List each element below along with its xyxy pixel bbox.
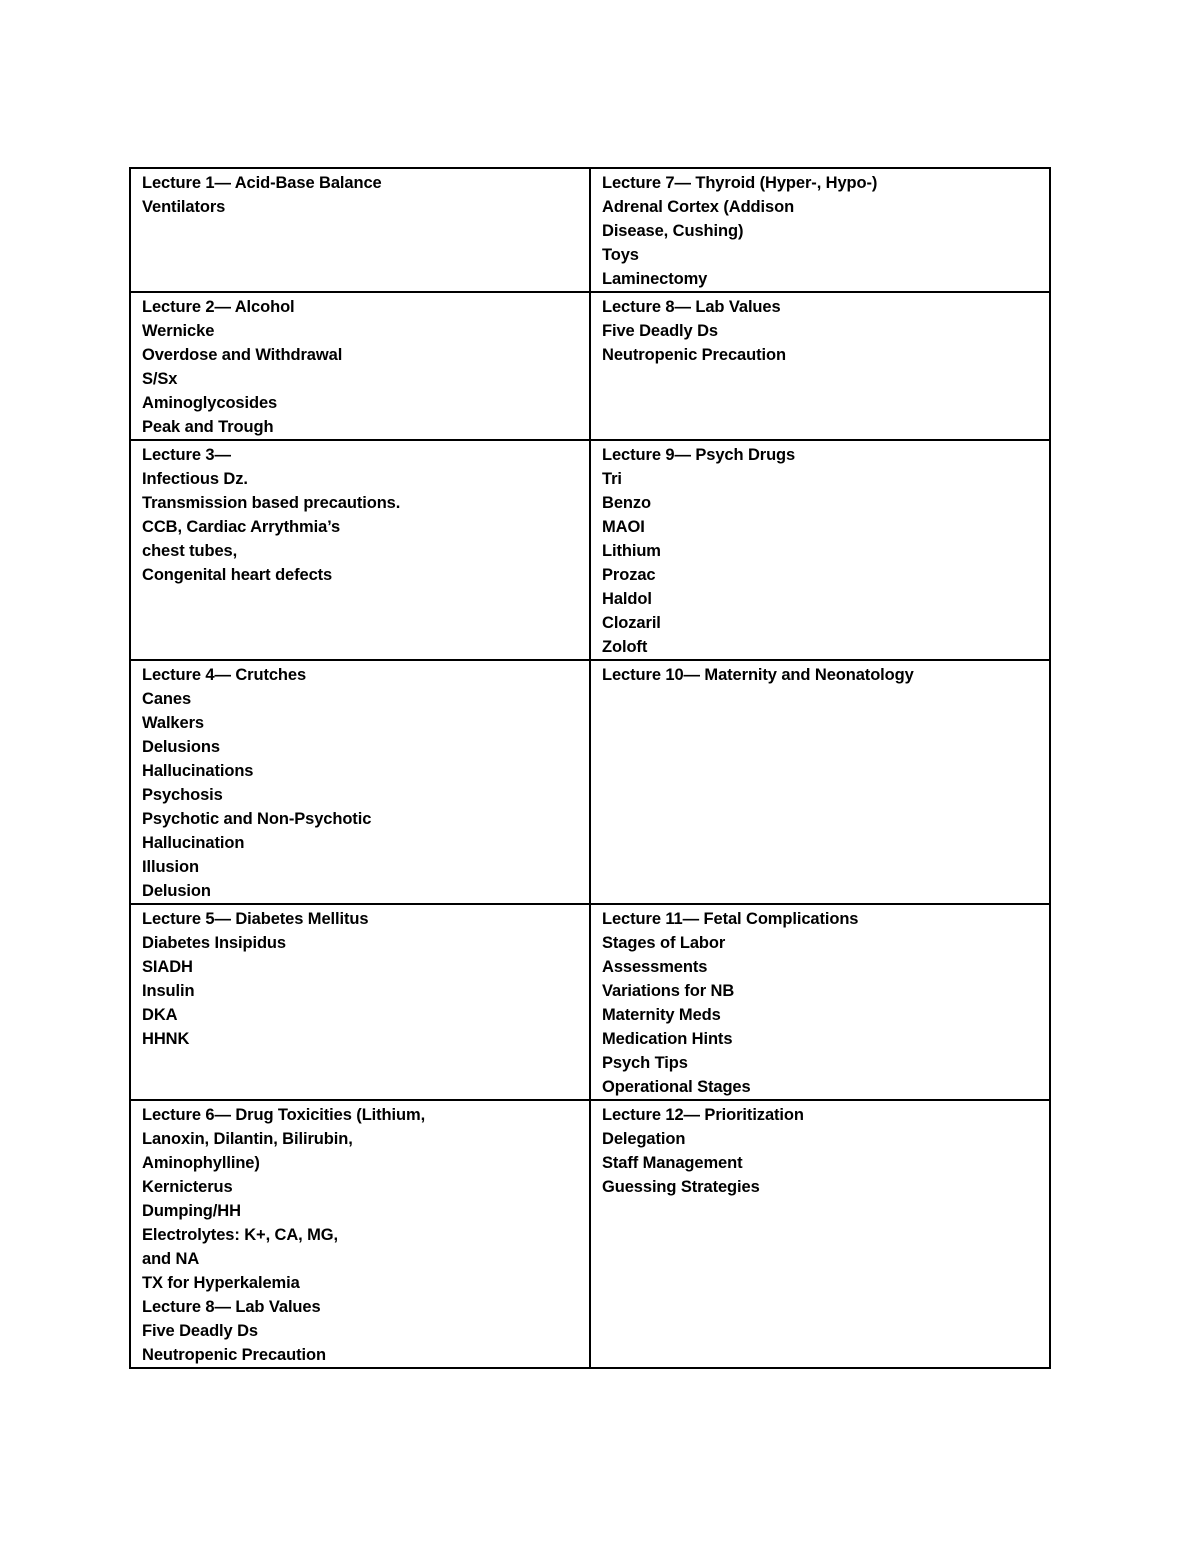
lecture-cell-left [130, 292, 590, 440]
topic-item: and NA [142, 1250, 200, 1268]
topic-item: Guessing Strategies [602, 1178, 760, 1196]
topic-item: Delusions [142, 738, 220, 756]
lecture-heading: Lecture 7— Thyroid (Hyper-, Hypo-) [602, 174, 878, 192]
topic-item: Adrenal Cortex (Addison [602, 198, 795, 216]
topic-item: Medication Hints [602, 1030, 733, 1048]
topic-item: Delegation [602, 1130, 686, 1148]
lecture-cell-left [130, 1100, 590, 1368]
topic-item: S/Sx [142, 370, 178, 388]
lecture-heading: Lecture 9— Psych Drugs [602, 446, 796, 464]
topic-item: Variations for NB [602, 982, 735, 1000]
table-row [130, 168, 1050, 292]
topic-item: Lecture 8— Lab Values [142, 1298, 321, 1316]
topic-item: TX for Hyperkalemia [142, 1274, 300, 1292]
topic-item: Psych Tips [602, 1054, 688, 1072]
lecture-cell-right [590, 168, 1050, 292]
lecture-heading: Lecture 8— Lab Values [602, 298, 781, 316]
topic-item: Five Deadly Ds [142, 1322, 258, 1340]
lecture-heading: Lecture 10— Maternity and Neonatology [602, 666, 914, 684]
topic-item: Illusion [142, 858, 199, 876]
topic-item: Kernicterus [142, 1178, 233, 1196]
topic-item: Wernicke [142, 322, 215, 340]
topic-item: Peak and Trough [142, 418, 274, 436]
topic-item: Aminophylline) [142, 1154, 260, 1172]
topic-item: Lanoxin, Dilantin, Bilirubin, [142, 1130, 353, 1148]
topic-item: Hallucinations [142, 762, 254, 780]
topic-item: DKA [142, 1006, 178, 1024]
lecture-cell-right [590, 292, 1050, 440]
table-row [130, 660, 1050, 904]
topic-item: HHNK [142, 1030, 190, 1048]
topic-item: Congenital heart defects [142, 566, 333, 584]
lecture-table [129, 167, 1051, 1369]
topic-item: CCB, Cardiac Arrythmia’s [142, 518, 341, 536]
topic-item: Ventilators [142, 198, 226, 216]
topic-item: MAOI [602, 518, 645, 536]
topic-item: Transmission based precautions. [142, 494, 401, 512]
topic-item: Lithium [602, 542, 661, 560]
topic-item: Insulin [142, 982, 195, 1000]
topic-item: Maternity Meds [602, 1006, 721, 1024]
topic-item: Infectious Dz. [142, 470, 248, 488]
topic-item: Neutropenic Precaution [142, 1346, 326, 1364]
topic-item: Toys [602, 246, 639, 264]
topic-item: Haldol [602, 590, 652, 608]
topic-item: chest tubes, [142, 542, 238, 560]
topic-item: Canes [142, 690, 192, 708]
lecture-heading: Lecture 11— Fetal Complications [602, 910, 859, 928]
topic-item: Overdose and Withdrawal [142, 346, 343, 364]
topic-item: SIADH [142, 958, 193, 976]
topic-item: Five Deadly Ds [602, 322, 718, 340]
topic-item: Diabetes Insipidus [142, 934, 286, 952]
table-row [130, 1100, 1050, 1368]
lecture-cell-right [590, 1100, 1050, 1368]
lecture-table-body [130, 168, 1050, 1368]
topic-item: Operational Stages [602, 1078, 751, 1096]
lecture-heading: Lecture 3— [142, 446, 231, 464]
topic-item: Psychotic and Non-Psychotic [142, 810, 372, 828]
topic-item: Laminectomy [602, 270, 708, 288]
topic-item: Psychosis [142, 786, 223, 804]
topic-item: Electrolytes: K+, CA, MG, [142, 1226, 339, 1244]
lecture-heading: Lecture 2— Alcohol [142, 298, 295, 316]
lecture-cell-right [590, 440, 1050, 660]
lecture-cell-left [130, 660, 590, 904]
topic-item: Clozaril [602, 614, 661, 632]
lecture-heading: Lecture 12— Prioritization [602, 1106, 804, 1124]
lecture-heading: Lecture 5— Diabetes Mellitus [142, 910, 369, 928]
topic-item: Stages of Labor [602, 934, 726, 952]
topic-item: Staff Management [602, 1154, 743, 1172]
topic-item: Benzo [602, 494, 652, 512]
topic-item: Prozac [602, 566, 656, 584]
topic-item: Neutropenic Precaution [602, 346, 786, 364]
topic-item: Zoloft [602, 638, 648, 656]
table-row [130, 292, 1050, 440]
lecture-cell-left [130, 904, 590, 1100]
topic-item: Tri [602, 470, 622, 488]
topic-item: Delusion [142, 882, 211, 900]
lecture-cell-left [130, 440, 590, 660]
topic-item: Dumping/HH [142, 1202, 241, 1220]
topic-item: Disease, Cushing) [602, 222, 744, 240]
lecture-cell-left [130, 168, 590, 292]
topic-item: Aminoglycosides [142, 394, 278, 412]
lecture-cell-right [590, 904, 1050, 1100]
lecture-heading: Lecture 1— Acid-Base Balance [142, 174, 382, 192]
lecture-cell-right [590, 660, 1050, 904]
topic-item: Assessments [602, 958, 708, 976]
topic-item: Walkers [142, 714, 204, 732]
table-row [130, 440, 1050, 660]
lecture-heading: Lecture 6— Drug Toxicities (Lithium, [142, 1106, 426, 1124]
table-row [130, 904, 1050, 1100]
lecture-heading: Lecture 4— Crutches [142, 666, 307, 684]
topic-item: Hallucination [142, 834, 245, 852]
